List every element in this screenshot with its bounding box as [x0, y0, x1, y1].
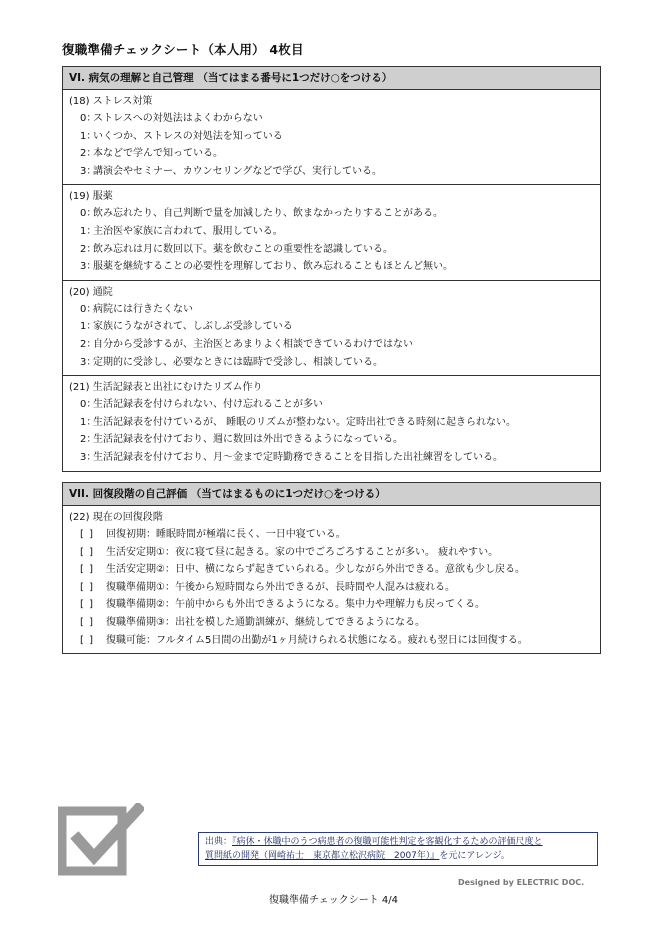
recovery-option[interactable]: [ ] 復職準備期③：出社を模した通勤訓練が、継続してできるようになる。	[69, 614, 600, 632]
option-item[interactable]: 2：飲み忘れは月に数回以下。薬を飲むことの重要性を認識している。	[80, 243, 393, 255]
source-suffix: を元にアレンジ。	[439, 850, 510, 861]
option-item[interactable]: 3：生活記録表を付けており、月〜金まで定時勤務できることを目指した出社練習をしている。	[80, 451, 503, 463]
checkbox-check-icon	[58, 803, 144, 887]
option-item[interactable]: 2：自分から受診するが、主治医とあまりよく相談できているわけではない	[80, 338, 413, 350]
checkbox-bracket[interactable]: [ ]	[80, 546, 94, 558]
question-title: (18) ストレス対策	[69, 96, 153, 107]
source-prefix: 出典：	[205, 837, 233, 847]
checkbox-bracket[interactable]: [ ]	[80, 599, 94, 611]
section-recovery-self-evaluation	[62, 482, 601, 654]
option-item[interactable]: 0：生活記録表を付けられない、付け忘れることが多い	[80, 399, 323, 411]
source-citation	[198, 832, 598, 866]
question-recovery-stage	[63, 506, 600, 653]
option-item[interactable]: 1：主治医や家族に言われて、服用している。	[80, 225, 283, 237]
checkbox-bracket[interactable]: [ ]	[80, 529, 94, 540]
designer-credit: Designed by ELECTRIC DOC.	[458, 878, 585, 887]
option-item[interactable]: 0：ストレスへの対処法はよくわからない	[80, 113, 263, 124]
option-item[interactable]: 3：定期的に受診し、必要なときには臨時で受診し、相談している。	[80, 356, 383, 368]
question-title: (21) 生活記録表と出社にむけたリズム作り	[69, 382, 263, 394]
source-link[interactable]: 『病休・休職中のうつ病患者の復職可能性判定を客観化するための評価尺度と	[232, 837, 543, 847]
recovery-option[interactable]: [ ] 復職準備期①：午後から短時間なら外出できるが、長時間や人混みは疲れる。	[69, 579, 600, 597]
page-title: 復職準備チェックシート（本人用） 4枚目	[62, 42, 304, 57]
question-title: (22) 現在の回復段階	[69, 512, 163, 523]
checkbox-bracket[interactable]: [ ]	[80, 581, 94, 593]
source-link[interactable]: 質問紙の開発（岡崎祐士 東京都立松沢病院 2007年）』	[205, 850, 440, 861]
option-item[interactable]: 0：飲み忘れたり、自己判断で量を加減したり、飲まなかったりすることがある。	[80, 208, 443, 220]
question-life-record	[63, 376, 600, 470]
option-item[interactable]: 1：生活記録表を付けているが、 睡眠のリズムが整わない。定時出社できる時刻に起きられない。	[80, 416, 516, 428]
recovery-option[interactable]: [ ] 生活安定期②：日中、横にならず起きていられる。少しながら外出できる。意欲も少し戻る。	[69, 561, 600, 579]
option-item[interactable]: 2：本などで学んで知っている。	[80, 148, 223, 160]
checkbox-bracket[interactable]: [ ]	[80, 564, 94, 576]
option-item[interactable]: 0：病院には行きたくない	[80, 303, 193, 315]
checkbox-bracket[interactable]: [ ]	[80, 616, 94, 628]
question-title: (20) 通院	[69, 286, 113, 298]
checkbox-bracket[interactable]: [ ]	[80, 634, 94, 646]
section-illness-self-management	[62, 66, 601, 472]
option-item[interactable]: 2：生活記録表を付けており、週に数回は外出できるようになっている。	[80, 434, 403, 446]
recovery-option[interactable]: [ ] 回復初期：睡眠時間が極端に長く、一日中寝ている。	[69, 526, 600, 544]
question-stress	[63, 90, 600, 185]
option-item[interactable]: 3：服薬を継続することの必要性を理解しており、飲み忘れることもほとんど無い。	[80, 261, 453, 273]
question-medication	[63, 185, 600, 280]
section-heading: VI. 病気の理解と自己管理 （当てはまる番号に1つだけ○をつける）	[63, 67, 600, 90]
option-item[interactable]: 1：家族にうながされて、しぶしぶ受診している	[80, 321, 293, 333]
recovery-option[interactable]: [ ] 復職可能：フルタイム5日間の出勤が1ヶ月続けられる状態になる。疲れも翌日には回復する。	[69, 632, 600, 650]
section-heading: VII. 回復段階の自己評価 （当てはまるものに1つだけ○をつける）	[63, 483, 600, 506]
option-item[interactable]: 1：いくつか、ストレスの対処法を知っている	[80, 130, 283, 142]
recovery-option[interactable]: [ ] 生活安定期①：夜に寝て昼に起きる。家の中でごろごろすることが多い。 疲れやすい。	[69, 544, 600, 562]
question-title: (19) 服薬	[69, 191, 113, 203]
page-footer: 復職準備チェックシート 4/4	[269, 895, 398, 906]
question-hospital-visits	[63, 281, 600, 376]
option-item[interactable]: 3：講演会やセミナー、カウンセリングなどで学び、実行している。	[80, 165, 382, 177]
recovery-option[interactable]: [ ] 復職準備期②：午前中からも外出できるようになる。集中力や理解力も戻ってくる。	[69, 596, 600, 614]
